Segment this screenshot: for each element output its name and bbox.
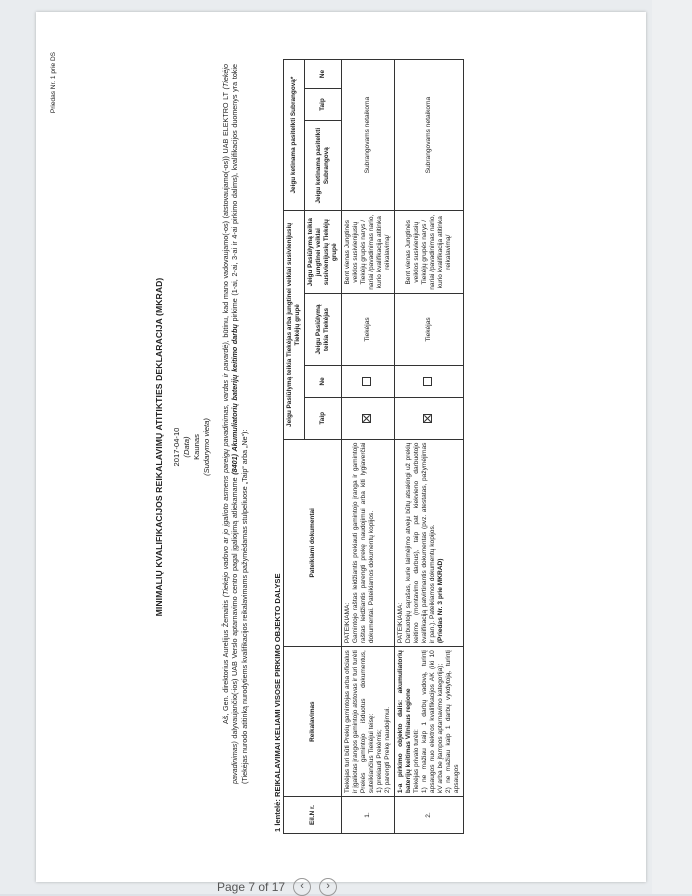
row-no-cell	[395, 365, 464, 397]
table-row	[342, 60, 395, 834]
declaration-part: (Tiekėjo vadovo ar jo įgalioto asmens pareigų pavadinimas, vardas ir pavardė),	[221, 340, 230, 598]
row-supplier: Tiekėjas	[342, 294, 395, 366]
row-requirement-cell	[395, 647, 464, 797]
row-joint: Bent vienas Jungtinės veiklos susivienijusių Tiekėjų grupės narys / nariai /pavadinimas nario, kurio kvalifikacija atitinka reikalavimą/	[395, 211, 464, 294]
row-documents-annex: (Priedas Nr. 3 prie MKRAD)	[437, 558, 444, 644]
header-group-subcontractor: Jeigu ketinama pasitelkti Subrangovą*	[284, 60, 305, 211]
table-row	[395, 60, 464, 834]
row-number: 1.	[342, 797, 395, 834]
row-supplier: Tiekėjas	[395, 294, 464, 366]
requirements-table	[283, 59, 464, 834]
header-sub-no: Ne	[305, 60, 342, 89]
row-documents: PATEIKIAMA: Darbuotojų sąrašas, kurie laimėjimo atveju būtų atsakingi už prekių keitimo (montavimo darbus), taip pat kiekvieno darbuotojo kvalifikaciją patvirtinantis dokumentas (pvz. atestatas, pažymėjimas ir pan.). Pateikiamos dokumentų kopijos.	[397, 442, 436, 644]
row-requirement: Tiekėjas privalo turėti: 1) ne mažiau kaip 1 darbų vadovą, turintį apsaugos nuo elektros kvalifikacijos AK (iki 10 kV arba be įtampos aptarnavimo kategorija); 2) ne mažiau kaip 1 darbų vykdytoją, turintį apsaugos	[413, 650, 460, 794]
declaration-part: (Tiekėjo pavadinimas)	[221, 63, 240, 784]
checkbox-empty-icon[interactable]	[362, 377, 371, 386]
header-requirement: Reikalavimas	[284, 647, 342, 797]
row-no-cell	[342, 365, 395, 397]
declaration-part: pirkime (1-ai, 2-ai, 3-ai ir 4-ai pirkimo dalims), kvalifikacijos duomenys yra tokie (Tiekėjas nurodo atitinką nurodytiems kvalifikacijos reikalavimams pažymėdamas stulpeliuose „Taip“ arba „Ne“):	[230, 64, 249, 784]
table-caption: 1 lentelė: REIKALAVIMAI KELIAMI VISOSE PIRKIMO OBJEKTO DALYSE	[273, 573, 282, 832]
declaration-part: (8401) Akumuliatorių baterijų keitimo darbų	[230, 324, 240, 475]
prev-page-icon[interactable]: ‹	[293, 878, 311, 896]
checkbox-checked-icon[interactable]	[362, 414, 371, 423]
row-yes-cell	[342, 398, 395, 440]
rotated-page-content	[36, 12, 646, 882]
checkbox-checked-icon[interactable]	[423, 414, 432, 423]
viewer-side-rail	[652, 0, 692, 894]
row-documents-cell	[395, 439, 464, 647]
date-value: 2017-04-10	[172, 427, 181, 467]
declaration-part: Aš, Gen. direktorius Aurelijus Žemaitis	[221, 600, 230, 724]
date-place-block	[172, 12, 212, 882]
header-no-col: Ne	[305, 365, 342, 397]
next-page-icon[interactable]: ›	[319, 878, 337, 896]
page-navigation	[217, 880, 337, 894]
header-group-supplier: Jeigu Pasiūlymą teikia Tiekėjas arba jungtinei veiklai susivienijusių Tiekėjų grupė	[284, 211, 305, 439]
row-requirement-heading: 1-a pirkimo objekto dalis: akumuliatorių baterijų keitimas Vilniaus regione	[397, 650, 412, 794]
row-subcontractor: Subrangovams netaikoma	[342, 60, 395, 211]
header-documents: Pateikiami dokumentai	[284, 439, 342, 647]
row-joint: Bent vienas Jungtinės veiklos susivienijusių Tiekėjų grupės narys / nariai /pavadinimas nario, kurio kvalifikacija atitinka reikalavimą/	[342, 211, 395, 294]
document-page	[36, 12, 646, 882]
header-no: Eil.N r.	[284, 797, 342, 834]
page-indicator: Page 7 of 17	[217, 880, 286, 894]
table-header-row	[284, 60, 305, 834]
date-caption: (Data)	[182, 436, 191, 458]
header-joint: Jeigu Pasiūlymą teikia jungtinei veiklai susivienijusių Tiekėjų grupė	[305, 211, 342, 294]
declaration-part: būtinu, kad mano vadovaujamo(-os) (atstovaujamo(-os)) UAB ELEKTRO LT	[221, 92, 230, 338]
header-supplier: Jeigu Pasiūlymą teikia Tiekėjas	[305, 294, 342, 366]
row-number: 2.	[395, 797, 464, 834]
row-requirement: Tiekėjas turi būti Prekių gamintojas arba oficialus ir įgaliotas įrangos gamintojo atstovas ir turi turėti Prekės gamintojo išduotus dokumentus, suteikiančius Tiekėjui teisę: 1) prekiauti Prekėmis; 2) parengti Prekę naudojimui.	[342, 647, 395, 797]
declaration-paragraph	[221, 64, 249, 784]
row-yes-cell	[395, 398, 464, 440]
checkbox-empty-icon[interactable]	[423, 377, 432, 386]
place-value: Kaunas	[192, 434, 201, 460]
header-yes: Taip	[305, 398, 342, 440]
row-subcontractor: Subrangovams netaikoma	[395, 60, 464, 211]
page-title: MINIMALIŲ KVALIFIKACIJOS REIKALAVIMŲ ATITIKTIES DEKLARACIJA (MKRAD)	[154, 277, 164, 617]
annex-label: Priedas Nr. 1 prie DS	[50, 52, 57, 114]
header-sub-yes: Taip	[305, 88, 342, 120]
header-sub-intended: Jeigu ketinama pasitelkti Subrangovą	[305, 121, 342, 211]
place-caption: (Sudarymo vieta)	[202, 418, 211, 476]
row-documents: PATEIKIAMA: Gamintojo raštas leidžiantis prekiauti gamintojo įranga ir gamintojo raštas leidžiantis parengti prekę naudojimui arba kiti lygiaverčiai dokumentai. Pateikiamos dokumentų kopijos.	[342, 439, 395, 647]
declaration-part: dalyvaujančio(-ios) UAB Verslo aptarnavimo centro pagal įgaliojimą atliekamame	[230, 477, 240, 739]
